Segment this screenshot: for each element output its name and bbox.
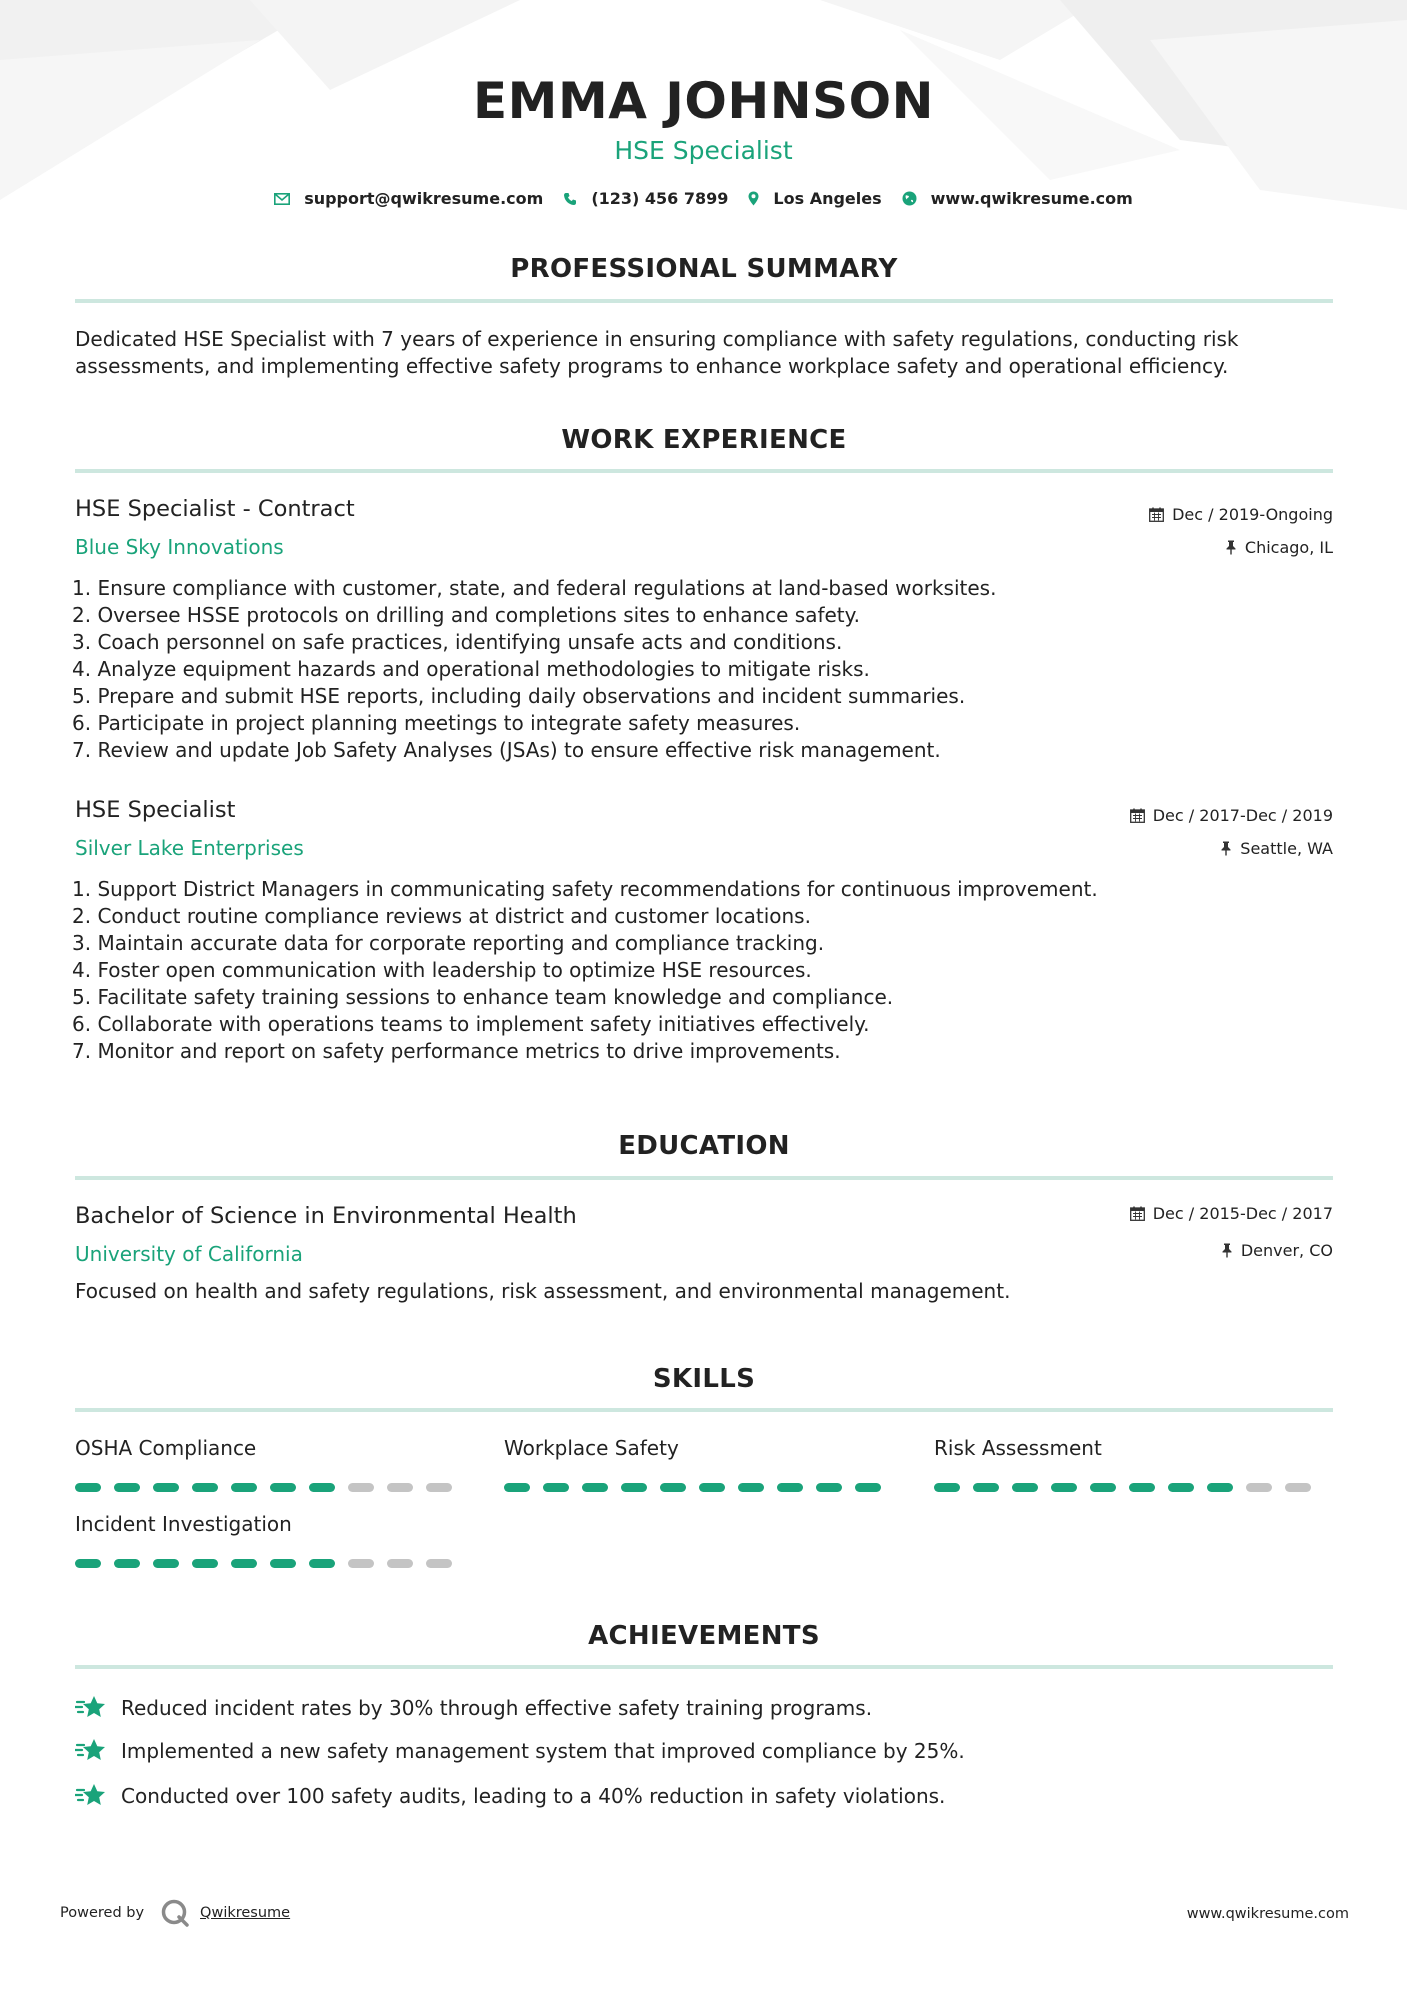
experience-divider (75, 469, 1333, 473)
job-location (1220, 839, 1333, 858)
company-name: Blue Sky Innovations (75, 535, 284, 559)
skill-rating-bar (75, 1559, 452, 1568)
calendar-icon (1130, 1206, 1145, 1221)
skills-heading: SKILLS (652, 1364, 756, 1394)
star-icon (75, 1782, 107, 1810)
map-marker-icon (748, 191, 759, 206)
skill-rating-segment (153, 1559, 179, 1568)
header-background-art (0, 0, 1407, 260)
job-dates (1149, 505, 1333, 524)
skill-rating-segment (1246, 1483, 1272, 1492)
contact-website[interactable] (902, 189, 1133, 208)
skill-rating-segment (309, 1559, 335, 1568)
date-range: Dec / 2017-Dec / 2019 (1152, 806, 1333, 825)
list-item: 1. Support District Managers in communicating safety recommendations for continuous improvement. (72, 877, 1098, 901)
skill-rating-segment (192, 1559, 218, 1568)
skill-rating-segment (426, 1559, 452, 1568)
skill-rating-segment (270, 1483, 296, 1492)
degree-title: Bachelor of Science in Environmental Health (75, 1203, 577, 1229)
skill-name: OSHA Compliance (75, 1436, 257, 1460)
skill-rating-bar (504, 1483, 881, 1492)
achievement-text: Reduced incident rates by 30% through effective safety training programs. (121, 1696, 873, 1720)
candidate-role: HSE Specialist (614, 136, 793, 165)
skill-rating-segment (114, 1483, 140, 1492)
date-range: Dec / 2015-Dec / 2017 (1152, 1204, 1333, 1223)
education-heading: EDUCATION (618, 1131, 790, 1161)
skill-rating-segment (621, 1483, 647, 1492)
list-item: 4. Foster open communication with leadership to optimize HSE resources. (72, 958, 812, 982)
experience-heading: WORK EXPERIENCE (561, 425, 847, 455)
list-item: 5. Prepare and submit HSE reports, including daily observations and incident summaries. (72, 684, 966, 708)
calendar-icon (1149, 507, 1164, 522)
list-item: 6. Collaborate with operations teams to implement safety initiatives effectively. (72, 1012, 870, 1036)
skill-rating-segment (543, 1483, 569, 1492)
list-item: 4. Analyze equipment hazards and operational methodologies to mitigate risks. (72, 657, 870, 681)
skill-rating-segment (699, 1483, 725, 1492)
achievement-item (75, 1694, 872, 1722)
summary-text (75, 326, 1333, 380)
skill-name: Workplace Safety (504, 1436, 679, 1460)
skill-rating-bar (75, 1483, 452, 1492)
skill-rating-segment (75, 1559, 101, 1568)
globe-icon (902, 191, 917, 206)
skills-divider (75, 1408, 1333, 1412)
achievement-text: Conducted over 100 safety audits, leading to a 40% reduction in safety violations. (121, 1784, 946, 1808)
footer-powered-by (60, 1898, 290, 1928)
job-dates (1130, 806, 1333, 825)
school-name: University of California (75, 1242, 303, 1266)
skill-rating-segment (582, 1483, 608, 1492)
location-text: Los Angeles (773, 189, 882, 208)
contact-bar (0, 189, 1407, 208)
skill-name: Risk Assessment (934, 1436, 1102, 1460)
skill-rating-segment (934, 1483, 960, 1492)
envelope-icon (274, 193, 290, 205)
list-item: 6. Participate in project planning meetings to integrate safety measures. (72, 711, 801, 735)
list-item: 7. Review and update Job Safety Analyses (JSAs) to ensure effective risk management. (72, 738, 941, 762)
skill-rating-segment (816, 1483, 842, 1492)
company-name: Silver Lake Enterprises (75, 836, 304, 860)
skill-rating-segment (426, 1483, 452, 1492)
calendar-icon (1130, 808, 1145, 823)
contact-location (748, 189, 881, 208)
skill-rating-segment (153, 1483, 179, 1492)
pushpin-icon (1220, 841, 1232, 856)
footer-website[interactable]: www.qwikresume.com (1186, 1906, 1349, 1922)
list-item: 3. Coach personnel on safe practices, identifying unsafe acts and conditions. (72, 630, 843, 654)
star-icon (75, 1737, 107, 1765)
skill-rating-segment (231, 1483, 257, 1492)
skill-rating-bar (934, 1483, 1311, 1492)
list-item: 1. Ensure compliance with customer, state, and federal regulations at land-based worksites. (72, 576, 997, 600)
skill-rating-segment (738, 1483, 764, 1492)
skill-rating-segment (1090, 1483, 1116, 1492)
job-duties-list (72, 876, 1332, 1065)
education-location (1221, 1241, 1333, 1260)
skill-rating-segment (660, 1483, 686, 1492)
skill-rating-segment (1051, 1483, 1077, 1492)
list-item: 2. Conduct routine compliance reviews at district and customer locations. (72, 904, 811, 928)
achievements-divider (75, 1665, 1333, 1669)
skill-rating-segment (387, 1483, 413, 1492)
skill-rating-segment (231, 1559, 257, 1568)
education-dates (1130, 1204, 1333, 1223)
job-title: HSE Specialist (75, 797, 236, 823)
pushpin-icon (1225, 540, 1237, 555)
skill-rating-segment (1012, 1483, 1038, 1492)
date-range: Dec / 2019-Ongoing (1172, 505, 1333, 524)
contact-email[interactable] (274, 189, 543, 208)
skill-rating-segment (387, 1559, 413, 1568)
job-duties-list (72, 575, 1332, 764)
qwikresume-logo-icon (160, 1898, 190, 1928)
achievement-item (75, 1782, 945, 1810)
website-text: www.qwikresume.com (930, 189, 1133, 208)
skill-rating-segment (777, 1483, 803, 1492)
pushpin-icon (1221, 1243, 1233, 1258)
location-label: Denver, CO (1240, 1241, 1333, 1260)
skill-rating-segment (192, 1483, 218, 1492)
contact-phone[interactable] (563, 189, 728, 208)
skill-name: Incident Investigation (75, 1512, 292, 1536)
star-icon (75, 1694, 107, 1722)
email-text: support@qwikresume.com (304, 189, 544, 208)
summary-heading: PROFESSIONAL SUMMARY (510, 254, 898, 284)
skill-rating-segment (1168, 1483, 1194, 1492)
achievements-heading: ACHIEVEMENTS (588, 1621, 820, 1651)
achievement-text: Implemented a new safety management system that improved compliance by 25%. (121, 1739, 965, 1763)
location-label: Chicago, IL (1244, 538, 1333, 557)
skill-rating-segment (75, 1483, 101, 1492)
phone-icon (563, 192, 577, 206)
location-label: Seattle, WA (1240, 839, 1333, 858)
candidate-name: EMMA JOHNSON (473, 72, 934, 130)
skill-rating-segment (348, 1559, 374, 1568)
list-item: 3. Maintain accurate data for corporate reporting and compliance tracking. (72, 931, 825, 955)
skill-rating-segment (504, 1483, 530, 1492)
summary-line: assessments, and implementing effective safety programs to enhance workplace safety and operational efficiency. (75, 354, 1229, 378)
list-item: 7. Monitor and report on safety performance metrics to drive improvements. (72, 1039, 841, 1063)
skill-rating-segment (309, 1483, 335, 1492)
skill-rating-segment (855, 1483, 881, 1492)
education-description: Focused on health and safety regulations, risk assessment, and environmental management. (75, 1279, 1011, 1303)
job-location (1225, 538, 1333, 557)
phone-text: (123) 456 7899 (591, 189, 729, 208)
achievement-item (75, 1737, 965, 1765)
summary-line: Dedicated HSE Specialist with 7 years of experience in ensuring compliance with safety regulations, conducting risk (75, 327, 1239, 351)
education-divider (75, 1176, 1333, 1180)
powered-by-text: Powered by (60, 1905, 145, 1921)
skill-rating-segment (270, 1559, 296, 1568)
skill-rating-segment (1285, 1483, 1311, 1492)
job-title: HSE Specialist - Contract (75, 496, 355, 522)
list-item: 5. Facilitate safety training sessions to enhance team knowledge and compliance. (72, 985, 894, 1009)
skill-rating-segment (1129, 1483, 1155, 1492)
skill-rating-segment (1207, 1483, 1233, 1492)
list-item: 2. Oversee HSSE protocols on drilling and completions sites to enhance safety. (72, 603, 860, 627)
skill-rating-segment (973, 1483, 999, 1492)
qwikresume-link[interactable]: Qwikresume (200, 1905, 291, 1921)
summary-divider (75, 299, 1333, 303)
skill-rating-segment (114, 1559, 140, 1568)
skill-rating-segment (348, 1483, 374, 1492)
